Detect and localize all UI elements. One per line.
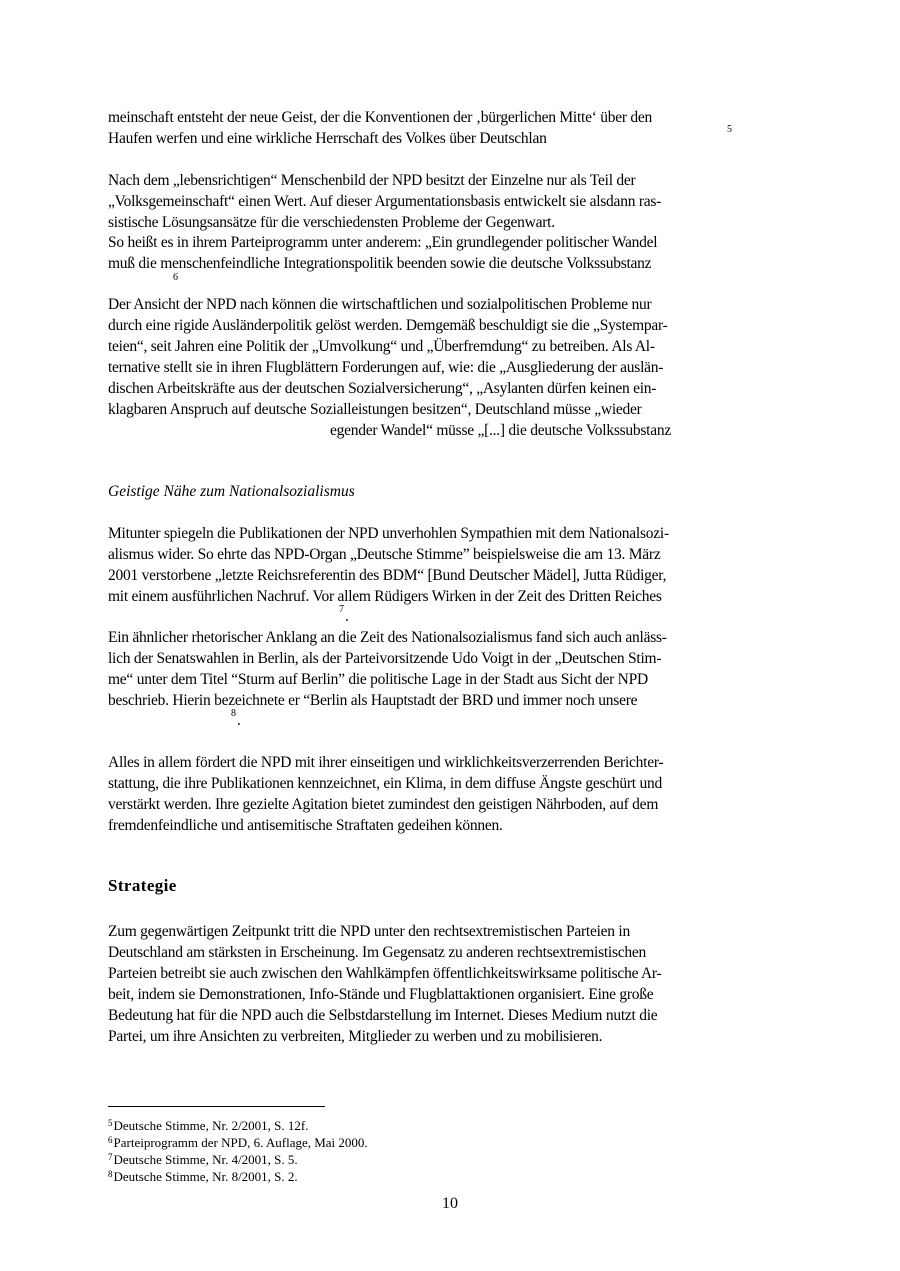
footnote-ref-7[interactable]: 7 xyxy=(339,604,344,615)
text-line: lich der Senatswahlen in Berlin, als der Parteivorsitzende Udo Voigt in der „Deutschen Stim- xyxy=(108,650,662,667)
footnote-ref-5[interactable]: 5 xyxy=(727,124,732,135)
text-line: Deutschland am stärksten in Erscheinung. Im Gegensatz zu anderen rechtsextremistischen xyxy=(108,944,647,961)
text-line: klagbaren Anspruch auf deutsche Sozialleistungen besitzen“, Deutschland müsse „wieder xyxy=(108,401,642,418)
text-line: teien“, seit Jahren eine Politik der „Umvolkung“ und „Überfremdung“ zu betreiben. Als Al- xyxy=(108,338,655,355)
text-line: fremdenfeindliche und antisemitische Straftaten gedeihen können. xyxy=(108,817,503,834)
footnote-text: Deutsche Stimme, Nr. 8/2001, S. 2. xyxy=(113,1169,298,1184)
footnote-number: 7 xyxy=(108,1152,113,1162)
text-line: 2001 verstorbene „letzte Reichsreferentin des BDM“ [Bund Deutscher Mädel], Jutta Rüdiger, xyxy=(108,567,667,584)
text-line: durch eine rigide Ausländerpolitik gelöst werden. Demgemäß beschuldigt sie die „Systempar- xyxy=(108,317,668,334)
text-line: Nach dem „lebensrichtigen“ Menschenbild der NPD besitzt der Einzelne nur als Teil der xyxy=(108,172,636,189)
text-line: beschrieb. Hierin bezeichnete er “Berlin als Hauptstadt der BRD und immer noch unsere xyxy=(108,692,638,709)
footnote-8 xyxy=(108,1166,298,1185)
page-number: 10 xyxy=(442,1195,458,1212)
footnote-ref-6[interactable]: 6 xyxy=(173,272,178,283)
text-line: me“ unter dem Titel “Sturm auf Berlin” die politische Lage in der Stadt aus Sicht der NPD xyxy=(108,671,648,688)
text-line: Partei, um ihre Ansichten zu verbreiten, Mitglieder zu werben und zu mobilisieren. xyxy=(108,1028,603,1045)
footnote-number: 6 xyxy=(108,1135,113,1145)
text-line: alismus wider. So ehrte das NPD-Organ „Deutsche Stimme” beispielsweise die am 13. März xyxy=(108,546,661,563)
text-line: Bedeutung hat für die NPD auch die Selbstdarstellung im Internet. Dieses Medium nutzt die xyxy=(108,1007,658,1024)
text-line: stattung, die ihre Publikationen kennzeichnet, ein Klima, in dem diffuse Ängste geschürt und xyxy=(108,775,662,792)
text-line: Der Ansicht der NPD nach können die wirtschaftlichen und sozialpolitischen Probleme nur xyxy=(108,296,652,313)
section-heading-strategie: Strategie xyxy=(108,876,177,895)
footnote-trail: . xyxy=(237,712,241,729)
text-line: dischen Arbeitskräfte aus der deutschen Sozialversicherung“, „Asylanten dürfen keinen ein- xyxy=(108,380,657,397)
text-line: beit, indem sie Demonstrationen, Info-Stände und Flugblattaktionen organisiert. Eine große xyxy=(108,986,654,1003)
text-line: Zum gegenwärtigen Zeitpunkt tritt die NPD unter den rechtsextremistischen Parteien in xyxy=(108,923,630,940)
footnote-separator xyxy=(108,1106,325,1107)
text-line: Ein ähnlicher rhetorischer Anklang an die Zeit des Nationalsozialismus fand sich auch anläss- xyxy=(108,629,667,646)
footnote-number: 8 xyxy=(108,1169,113,1179)
footnote-trail: . xyxy=(345,608,349,625)
text-line: egender Wandel“ müsse „[...] die deutsche Volkssubstanz xyxy=(330,422,671,439)
text-line: Mitunter spiegeln die Publikationen der NPD unverhohlen Sympathien mit dem Nationalsozi- xyxy=(108,525,669,542)
text-line: Alles in allem fördert die NPD mit ihrer einseitigen und wirklichkeitsverzerrenden Berichter- xyxy=(108,754,664,771)
text-line: meinschaft entsteht der neue Geist, der die Konventionen der ‚bürgerlichen Mitte‘ über den xyxy=(108,109,653,126)
text-line: Haufen werfen und eine wirkliche Herrschaft des Volkes über Deutschlan xyxy=(108,130,547,147)
footnote-text: Deutsche Stimme, Nr. 2/2001, S. 12f. xyxy=(113,1118,309,1133)
text-line: muß die menschenfeindliche Integrationspolitik beenden sowie die deutsche Volkssubstanz xyxy=(108,255,652,272)
footnote-ref-8[interactable]: 8 xyxy=(231,708,236,719)
text-line: ternative stellt sie in ihren Flugblättern Forderungen auf, wie: die „Ausgliederung der auslän- xyxy=(108,359,664,376)
text-line: sistische Lösungsansätze für die verschiedensten Probleme der Gegenwart. xyxy=(108,214,555,231)
text-line: verstärkt werden. Ihre gezielte Agitation bietet zumindest den geistigen Nährboden, auf dem xyxy=(108,796,659,813)
section-heading-nationalsozialismus: Geistige Nähe zum Nationalsozialismus xyxy=(108,483,355,500)
text-line: So heißt es in ihrem Parteiprogramm unter anderem: „Ein grundlegender politischer Wandel xyxy=(108,234,658,251)
text-line: Parteien betreibt sie auch zwischen den Wahlkämpfen öffentlichkeitswirksame politische Ar- xyxy=(108,965,662,982)
text-line: „Volksgemeinschaft“ einen Wert. Auf dieser Argumentationsbasis entwickelt sie alsdann ras- xyxy=(108,193,662,210)
footnote-text: Deutsche Stimme, Nr. 4/2001, S. 5. xyxy=(113,1152,298,1167)
footnote-text: Parteiprogramm der NPD, 6. Auflage, Mai 2000. xyxy=(113,1135,368,1150)
footnote-number: 5 xyxy=(108,1118,113,1128)
text-line: mit einem ausführlichen Nachruf. Vor allem Rüdigers Wirken in der Zeit des Dritten Reiches xyxy=(108,588,662,605)
